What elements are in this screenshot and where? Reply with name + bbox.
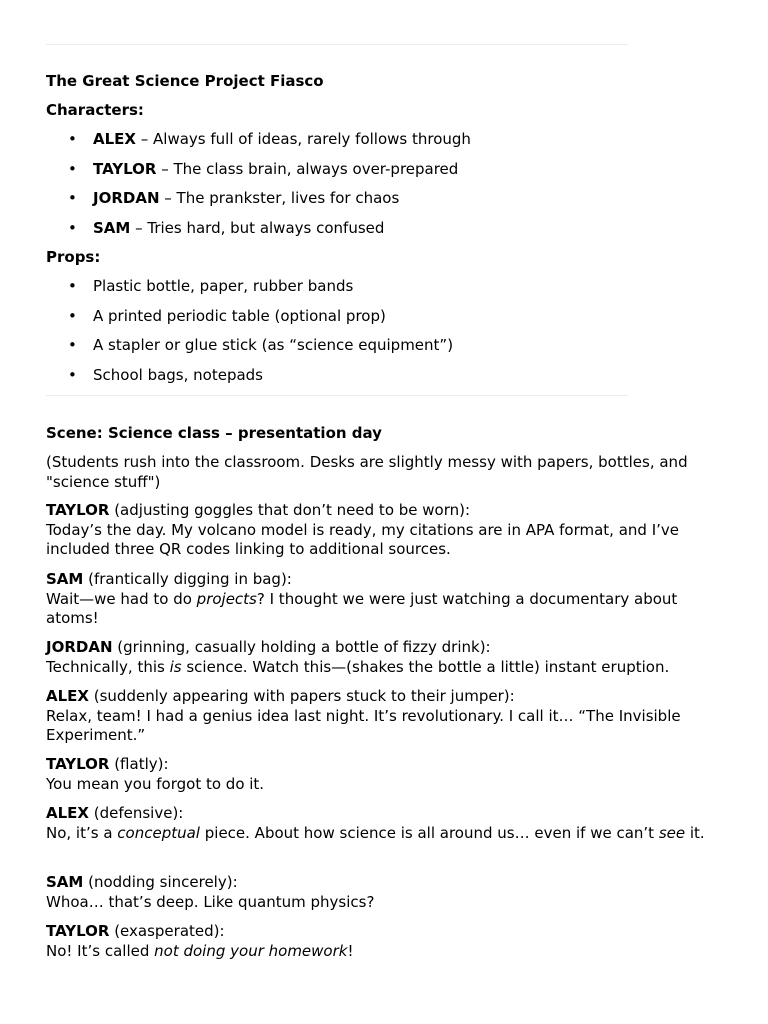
dialogue-text: Technically, this xyxy=(46,657,170,676)
stage-direction: (suddenly appearing with papers stuck to their jumper): xyxy=(88,687,515,705)
dialogue-header xyxy=(46,755,718,775)
emphasis-text: conceptual xyxy=(117,823,200,842)
dialogue-block xyxy=(46,922,718,961)
top-divider xyxy=(46,44,628,45)
dialogue-text: No, it’s a xyxy=(46,823,118,842)
dialogue-line xyxy=(46,775,718,795)
character-item xyxy=(46,130,471,160)
dialogue-text: ! xyxy=(347,941,354,960)
prop-text: A stapler or glue stick (as “science equipment”) xyxy=(93,336,454,354)
bullet-icon: • xyxy=(68,336,77,354)
character-item xyxy=(46,160,471,190)
speaker-name: SAM xyxy=(46,873,84,891)
character-desc: – Always full of ideas, rarely follows through xyxy=(135,130,471,148)
dialogue-block xyxy=(46,755,718,794)
stage-direction: (flatly): xyxy=(109,755,169,773)
dialogue-block xyxy=(46,804,718,843)
stage-direction: (nodding sincerely): xyxy=(83,873,238,891)
speaker-name: TAYLOR xyxy=(46,501,110,519)
dialogue-text: science. Watch this—(shakes the bottle a little) instant eruption. xyxy=(181,657,670,676)
dialogue-block xyxy=(46,687,718,746)
dialogue-line xyxy=(46,942,718,962)
speaker-name: ALEX xyxy=(46,687,89,705)
stage-direction: (frantically digging in bag): xyxy=(83,570,292,588)
bullet-icon: • xyxy=(68,277,77,295)
prop-item xyxy=(46,336,453,366)
stage-direction: (Students rush into the classroom. Desks are slightly messy with papers, bottles, and "science stuff") xyxy=(46,453,688,491)
bullet-icon: • xyxy=(68,189,77,207)
dialogue-text: No! It’s called xyxy=(46,941,155,960)
character-name: TAYLOR xyxy=(93,159,157,178)
characters-list xyxy=(46,130,471,248)
dialogue-text: Whoa… that’s deep. Like quantum physics? xyxy=(46,892,375,911)
character-name: JORDAN xyxy=(93,189,160,207)
dialogue-header xyxy=(46,804,718,824)
dialogue-line xyxy=(46,658,718,678)
prop-text: School bags, notepads xyxy=(93,365,263,384)
bullet-icon: • xyxy=(68,218,77,237)
prop-text: A printed periodic table (optional prop) xyxy=(93,306,386,325)
dialogue-block xyxy=(46,873,718,912)
dialogue-line xyxy=(46,521,718,560)
speaker-name: TAYLOR xyxy=(46,755,110,773)
emphasis-text: projects xyxy=(196,589,257,608)
dialogue-header xyxy=(46,873,718,893)
emphasis-text: not doing your homework xyxy=(154,941,348,960)
props-heading: Props: xyxy=(46,248,101,266)
bullet-icon: • xyxy=(68,365,77,384)
stage-direction: (grinning, casually holding a bottle of fizzy drink): xyxy=(112,638,491,656)
dialogue-text: it. xyxy=(685,823,705,842)
stage-direction: (exasperated): xyxy=(109,922,225,940)
speaker-name: JORDAN xyxy=(46,638,113,656)
dialogue-header xyxy=(46,687,718,707)
dialogue-header xyxy=(46,501,718,521)
bullet-icon: • xyxy=(68,130,77,148)
dialogue-line xyxy=(46,590,718,629)
stage-direction: (defensive): xyxy=(88,804,184,822)
dialogue-line xyxy=(46,707,718,746)
character-name: SAM xyxy=(93,218,131,237)
prop-item xyxy=(46,307,453,337)
dialogue-block xyxy=(46,501,718,560)
character-name: ALEX xyxy=(93,130,136,148)
scene-heading: Scene: Science class – presentation day xyxy=(46,424,382,442)
prop-item xyxy=(46,366,453,396)
document-title: The Great Science Project Fiasco xyxy=(46,72,324,90)
character-item xyxy=(46,189,471,219)
dialogue-text: Today’s the day. My volcano model is ready, my citations are in APA format, and I’ve included three QR codes linking to additional sources. xyxy=(46,520,679,558)
dialogue-text: Relax, team! I had a genius idea last night. It’s revolutionary. I call it… “The Invisible Experiment.” xyxy=(46,706,681,744)
stage-direction: (adjusting goggles that don’t need to be worn): xyxy=(109,501,471,519)
speaker-name: SAM xyxy=(46,570,84,588)
dialogue-text: piece. About how science is all around us… even if we can’t xyxy=(199,823,659,842)
dialogue-text: Wait—we had to do xyxy=(46,589,197,608)
speaker-name: TAYLOR xyxy=(46,922,110,940)
emphasis-text: is xyxy=(169,657,182,676)
bullet-icon: • xyxy=(68,306,77,325)
dialogue-block xyxy=(46,570,718,629)
dialogue-block xyxy=(46,638,718,677)
speaker-name: ALEX xyxy=(46,804,89,822)
emphasis-text: see xyxy=(658,823,686,842)
prop-text: Plastic bottle, paper, rubber bands xyxy=(93,277,354,295)
dialogue-text: ? I thought we were just watching a documentary about atoms! xyxy=(46,589,678,627)
character-desc: – The prankster, lives for chaos xyxy=(159,189,400,207)
dialogue-line xyxy=(46,824,718,844)
dialogue-header xyxy=(46,570,718,590)
character-desc: – Tries hard, but always confused xyxy=(130,218,385,237)
prop-item xyxy=(46,277,453,307)
character-desc: – The class brain, always over-prepared xyxy=(156,159,459,178)
character-item xyxy=(46,219,471,249)
dialogue-text: You mean you forgot to do it. xyxy=(46,774,265,793)
bullet-icon: • xyxy=(68,159,77,178)
characters-heading: Characters: xyxy=(46,101,144,119)
dialogue-header xyxy=(46,638,718,658)
dialogue-line xyxy=(46,893,718,913)
dialogue-header xyxy=(46,922,718,942)
props-list xyxy=(46,277,453,395)
section-divider xyxy=(46,395,628,396)
